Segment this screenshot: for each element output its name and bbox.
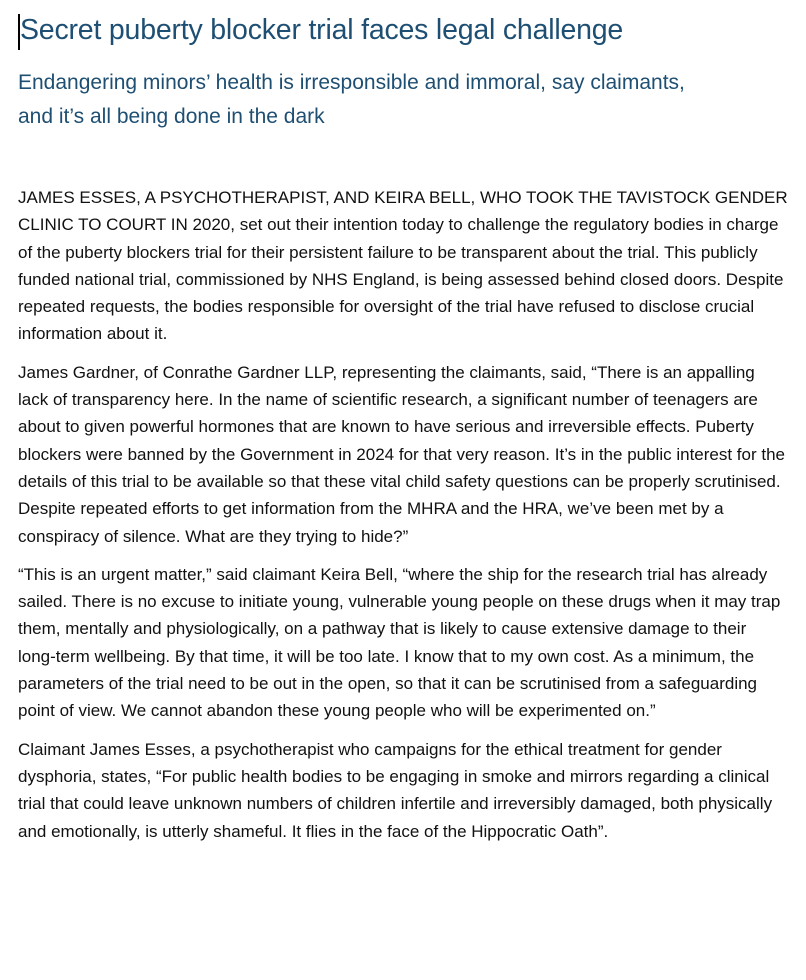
document-page: [18, 10, 788, 856]
title-row: [18, 10, 788, 50]
article-body: [18, 184, 788, 845]
paragraph-esses-quote[interactable]: Claimant James Esses, a psychotherapist who campaigns for the ethical treatment for gender dysphoria, states, “For public health bodies to be engaging in smoke and mirrors regarding a clinical trial that could leave unknown numbers of children infertile and irreversibly damaged, both physically and emotionally, is utterly shameful. It flies in the face of the Hippocratic Oath”.: [18, 739, 773, 841]
text-cursor: [18, 14, 20, 50]
paragraph-bell-quote[interactable]: “This is an urgent matter,” said claimant Keira Bell, “where the ship for the research trial has already sailed. There is no excuse to initiate young, vulnerable young people on these drugs when it may trap them, mentally and physiologically, on a pathway that is likely to cause extensive damage to their long-term wellbeing. By that time, it will be too late. I know that to my own cost. As a minimum, the parameters of the trial need to be out in the open, so that it can be scrutinised from a safeguarding point of view. We cannot abandon these young people who will be experimented on.”: [18, 564, 781, 721]
paragraph-gardner-quote[interactable]: James Gardner, of Conrathe Gardner LLP, representing the claimants, said, “There is an appalling lack of transparency here. In the name of scientific research, a significant number of teenagers are about to given powerful hormones that are known to have serious and irreversible effects. Puberty blockers were banned by the Government in 2024 for that very reason. It’s in the public interest for the details of this trial to be available so that these vital child safety questions can be properly scrutinised. Despite repeated efforts to get information from the MHRA and the HRA, we’ve been met by a conspiracy of silence. What are they trying to hide?”: [18, 362, 786, 546]
article-title[interactable]: Secret puberty blocker trial faces legal challenge: [20, 14, 624, 46]
article-subtitle[interactable]: Endangering minors’ health is irresponsible and immoral, say claimants, and it’s all being done in the dark: [18, 71, 685, 128]
paragraph-intro[interactable]: JAMES ESSES, A PSYCHOTHERAPIST, AND KEIRA BELL, WHO TOOK THE TAVISTOCK GENDER CLINIC TO COURT IN 2020, set out their intention today to challenge the regulatory bodies in charge of the puberty blockers trial for their persistent failure to be transparent about the trial. This publicly funded national trial, commissioned by NHS England, is being assessed behind closed doors. Despite repeated requests, the bodies responsible for oversight of the trial have refused to disclose crucial information about it.: [18, 188, 788, 344]
